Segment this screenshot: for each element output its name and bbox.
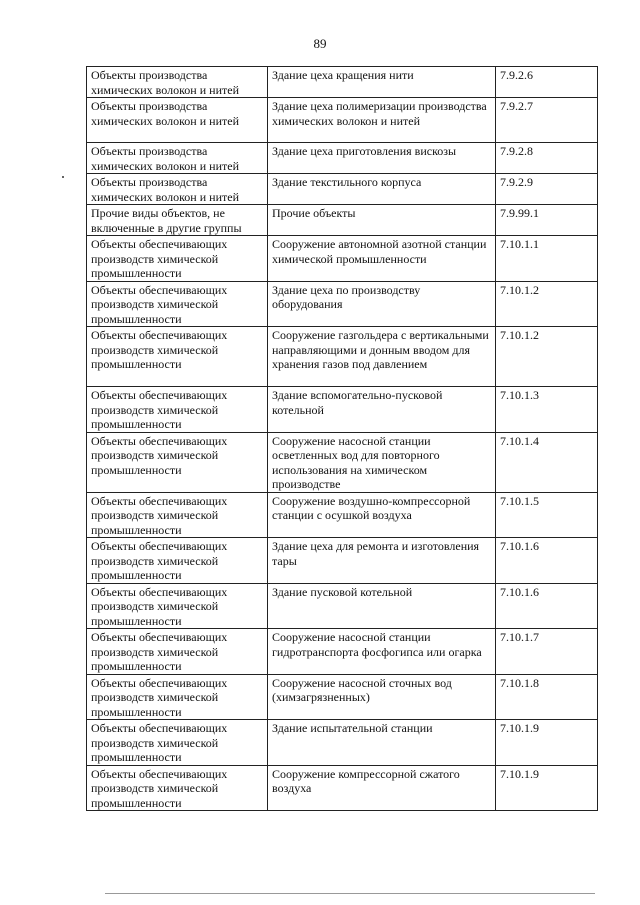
table-row (87, 583, 598, 629)
category-cell: Объекты обеспечивающих производств химической промышленности (87, 583, 268, 629)
code-cell: 7.10.1.6 (496, 538, 598, 584)
category-cell: Объекты обеспечивающих производств химической промышленности (87, 432, 268, 492)
table-row (87, 174, 598, 205)
object-cell: Сооружение компрессорной сжатого воздуха (268, 765, 496, 811)
category-cell: Объекты обеспечивающих производств химической промышленности (87, 765, 268, 811)
object-cell: Здание цеха кращения нити (268, 67, 496, 98)
code-cell: 7.9.2.9 (496, 174, 598, 205)
table-row (87, 98, 598, 143)
code-cell: 7.10.1.2 (496, 327, 598, 387)
code-cell: 7.10.1.2 (496, 281, 598, 327)
object-cell: Здание цеха для ремонта и изготовления тары (268, 538, 496, 584)
code-cell: 7.9.99.1 (496, 205, 598, 236)
table-row (87, 236, 598, 282)
object-cell: Здание цеха по производству оборудования (268, 281, 496, 327)
scan-artifact (62, 176, 64, 178)
object-cell: Здание вспомогательно-пусковой котельной (268, 387, 496, 433)
table-row (87, 432, 598, 492)
page-number: 89 (313, 36, 327, 51)
code-cell: 7.9.2.6 (496, 67, 598, 98)
object-cell: Здание пусковой котельной (268, 583, 496, 629)
table-row (87, 492, 598, 538)
object-cell: Прочие объекты (268, 205, 496, 236)
object-cell: Здание испытательной станции (268, 720, 496, 766)
category-cell: Объекты обеспечивающих производств химической промышленности (87, 281, 268, 327)
table-row (87, 538, 598, 584)
code-cell: 7.10.1.1 (496, 236, 598, 282)
object-cell: Здание цеха полимеризации производства химических волокон и нитей (268, 98, 496, 143)
category-cell: Объекты обеспечивающих производств химической промышленности (87, 492, 268, 538)
object-cell: Сооружение воздушно-компрессорной станции с осушкой воздуха (268, 492, 496, 538)
table-row (87, 387, 598, 433)
table-row (87, 629, 598, 675)
table-row (87, 674, 598, 720)
code-cell: 7.9.2.8 (496, 143, 598, 174)
category-cell: Объекты производства химических волокон и нитей (87, 143, 268, 174)
code-cell: 7.10.1.7 (496, 629, 598, 675)
object-cell: Сооружение газгольдера с вертикальными направляющими и донным вводом для хранения газов под давлением (268, 327, 496, 387)
code-cell: 7.10.1.9 (496, 765, 598, 811)
code-cell: 7.9.2.7 (496, 98, 598, 143)
category-cell: Объекты обеспечивающих производств химической промышленности (87, 720, 268, 766)
category-cell: Объекты обеспечивающих производств химической промышленности (87, 236, 268, 282)
table-row (87, 281, 598, 327)
category-cell: Объекты обеспечивающих производств химической промышленности (87, 629, 268, 675)
category-cell: Объекты обеспечивающих производств химической промышленности (87, 387, 268, 433)
table-row (87, 765, 598, 811)
objects-table (86, 66, 598, 811)
table-row (87, 720, 598, 766)
object-cell: Сооружение автономной азотной станции химической промышленности (268, 236, 496, 282)
code-cell: 7.10.1.3 (496, 387, 598, 433)
object-cell: Сооружение насосной станции осветленных вод для повторного использования на химическом производстве (268, 432, 496, 492)
code-cell: 7.10.1.9 (496, 720, 598, 766)
object-cell: Здание текстильного корпуса (268, 174, 496, 205)
scan-edge-line (105, 893, 595, 894)
category-cell: Прочие виды объектов, не включенные в другие группы (87, 205, 268, 236)
table-row (87, 143, 598, 174)
category-cell: Объекты обеспечивающих производств химической промышленности (87, 327, 268, 387)
code-cell: 7.10.1.6 (496, 583, 598, 629)
table-row (87, 327, 598, 387)
table-row (87, 205, 598, 236)
object-cell: Сооружение насосной сточных вод (химзагрязненных) (268, 674, 496, 720)
code-cell: 7.10.1.4 (496, 432, 598, 492)
object-cell: Здание цеха приготовления вискозы (268, 143, 496, 174)
category-cell: Объекты производства химических волокон и нитей (87, 98, 268, 143)
category-cell: Объекты обеспечивающих производств химической промышленности (87, 538, 268, 584)
code-cell: 7.10.1.8 (496, 674, 598, 720)
code-cell: 7.10.1.5 (496, 492, 598, 538)
object-cell: Сооружение насосной станции гидротранспорта фосфогипса или огарка (268, 629, 496, 675)
table-row (87, 67, 598, 98)
category-cell: Объекты производства химических волокон и нитей (87, 174, 268, 205)
category-cell: Объекты обеспечивающих производств химической промышленности (87, 674, 268, 720)
category-cell: Объекты производства химических волокон и нитей (87, 67, 268, 98)
